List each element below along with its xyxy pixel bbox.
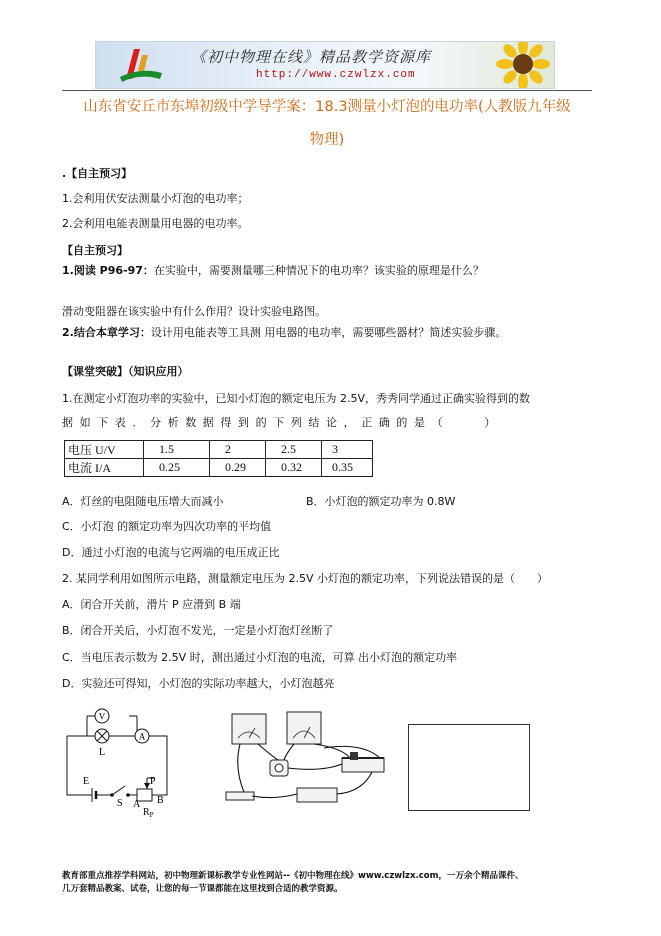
table-cell: 1.5 <box>144 441 210 459</box>
table-cell: 3 <box>322 441 373 459</box>
problem-1-option-d: D．通过小灯泡的电流与它两端的电压成正比 <box>62 546 280 559</box>
preview-question-1-continued: 滑动变阻器在该实验中有什么作用？设计实验电路图。 <box>62 305 326 318</box>
label-lamp: L <box>99 747 106 758</box>
banner-url: http://www.czwlzx.com <box>256 69 416 81</box>
problem-2-option-b: B．闭合开关后，小灯泡不发光，一定是小灯泡灯丝断了 <box>62 624 334 637</box>
preview-question-2-lead: 2.结合本章学习： <box>62 326 151 339</box>
answer-box[interactable] <box>408 724 530 811</box>
table-row <box>65 459 373 477</box>
table-row <box>65 441 373 459</box>
objective-item-2: 2.会利用电能表测量用电器的电功率。 <box>62 217 249 230</box>
slider-knob <box>350 752 358 760</box>
table-cell: 2.5 <box>266 441 322 459</box>
table-cell: 0.29 <box>210 459 266 477</box>
preview-question-2 <box>62 325 506 340</box>
site-logo-icon <box>116 45 166 85</box>
preview-question-1 <box>62 263 484 278</box>
preview-question-1-lead: 1.阅读 P96-97： <box>62 264 154 277</box>
label-end-a: A <box>133 799 141 810</box>
section-header-preview-1: .【自主预习】 <box>62 167 133 180</box>
footer-line1: 教育部重点推荐学科网站，初中物理新课标教学专业性网站--《初中物理在线》www.czwlzx.com，一万余个精品课件、 <box>62 871 524 881</box>
problem-2-option-d: D．实验还可得知，小灯泡的实际功率越大，小灯泡越亮 <box>62 677 335 690</box>
problem-2-option-a: A．闭合开关前，滑片 P 应滑到 B 端 <box>62 598 241 611</box>
table-cell: 0.32 <box>266 459 322 477</box>
circuit-diagram <box>62 700 192 818</box>
table-row-label: 电压 U/V <box>65 441 144 459</box>
label-switch: S <box>117 798 123 809</box>
sunflower-icon <box>491 41 555 89</box>
data-table <box>64 440 373 477</box>
label-end-b: B <box>157 795 164 806</box>
table-row-label: 电流 I/A <box>65 459 144 477</box>
header-divider <box>62 90 592 91</box>
page-title-line2: 物理) <box>309 132 345 148</box>
label-rheostat-sub: P <box>149 811 154 818</box>
footer <box>62 870 602 896</box>
problem-1-stem-line2: 据如下表．分析数据得到的下列结论，正确的是（ ） <box>62 416 502 429</box>
label-rheostat-main: R <box>143 807 150 818</box>
problem-2-stem: 2. 某同学利用如图所示电路，测量额定电压为 2.5V 小灯泡的额定功率，下列说法错误的是（ ） <box>62 572 549 585</box>
problem-1-option-a: A．灯丝的电阻随电压增大而减小 <box>62 495 224 508</box>
header-banner <box>95 41 555 89</box>
section-header-preview-2: 【自主预习】 <box>62 244 128 257</box>
problem-1-stem-line1: 1.在测定小灯泡功率的实验中，已知小灯泡的额定电压为 2.5V，秀秀同学通过正确实验得到的数 <box>62 392 531 405</box>
apparatus-drawing <box>222 708 392 818</box>
label-voltmeter: V <box>98 711 106 722</box>
table-cell: 0.25 <box>144 459 210 477</box>
page-title-line1: 山东省安丘市东埠初级中学导学案：18.3测量小灯泡的电功率(人教版九年级 <box>83 99 571 115</box>
section-header-classroom: 【课堂突破】（知识应用） <box>62 365 189 378</box>
preview-question-2-text: 设计用电能表等工具测 用电器的电功率，需要哪些器材？简述实验步骤。 <box>150 326 507 339</box>
label-ammeter: A <box>138 731 146 742</box>
footer-line2: 几万套精品教案、试卷，让您的每一节课都能在这里找到合适的教学资源。 <box>62 884 343 894</box>
objective-item-1: 1.会利用伏安法测量小灯泡的电功率； <box>62 192 249 205</box>
problem-2-option-c: C．当电压表示数为 2.5V 时，测出通过小灯泡的电流，可算 出小灯泡的额定功率 <box>62 651 458 664</box>
table-cell: 2 <box>210 441 266 459</box>
label-slider: P <box>150 776 156 787</box>
table-cell: 0.35 <box>322 459 373 477</box>
bulb-icon <box>275 764 283 772</box>
preview-question-1-text: 在实验中，需要测量哪三种情况下的电功率？该实验的原理是什么？ <box>153 264 484 277</box>
problem-1-option-b: B．小灯泡的额定功率为 0.8W <box>306 495 456 508</box>
label-rheostat <box>143 807 154 818</box>
banner-slogan: 《初中物理在线》精品教学资源库 <box>191 48 432 66</box>
label-battery: E <box>83 776 90 787</box>
problem-1-option-c: C．小灯泡 的额定功率为四次功率的平均值 <box>62 520 272 533</box>
